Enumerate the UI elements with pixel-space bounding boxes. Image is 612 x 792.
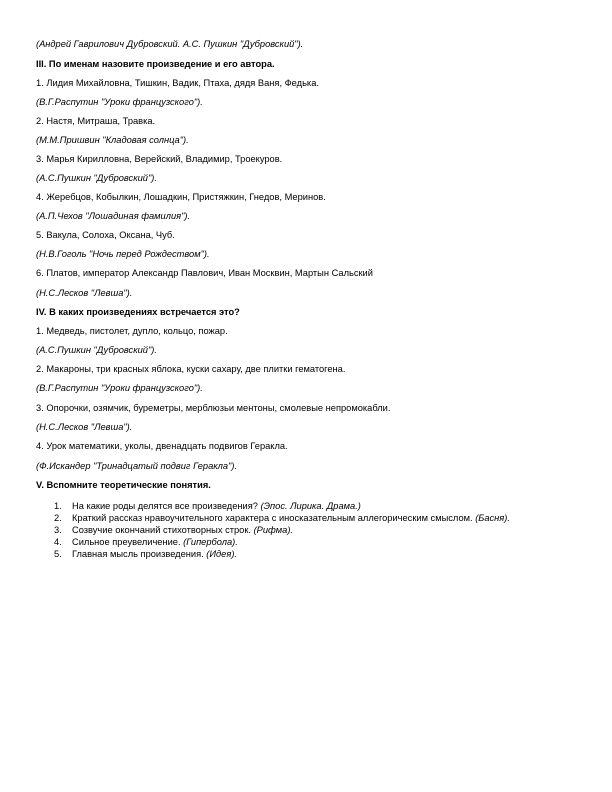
s5-item-answer: (Эпос. Лирика. Драма.) [260, 501, 361, 511]
s3-question-6: 6. Платов, император Александр Павлович, Иван Москвин, Мартын Сальский [36, 268, 373, 278]
s5-list-item [54, 525, 293, 536]
s3-answer-2: (М.М.Пришвин "Кладовая солнца"). [36, 135, 189, 145]
s5-item-number: 5. [54, 549, 62, 559]
s5-list-item [54, 549, 237, 560]
s5-item-answer: (Гипербола). [183, 537, 238, 547]
s4-question-3: 3. Опорочки, озямчик, буреметры, мерблюзьи ментоны, смолевые непромокабли. [36, 403, 391, 413]
s3-answer-5: (Н.В.Гоголь "Ночь перед Рождеством"). [36, 249, 210, 259]
section-3-heading: III. По именам назовите произведение и его автора. [36, 59, 275, 69]
s5-list-item [54, 513, 510, 524]
s3-question-2: 2. Настя, Митраша, Травка. [36, 116, 156, 126]
s5-item-question: Сильное преувеличение. [72, 537, 184, 547]
s3-answer-4: (А.П.Чехов "Лошадиная фамилия"). [36, 211, 191, 221]
s5-list-item [54, 537, 238, 548]
s3-question-1: 1. Лидия Михайловна, Тишкин, Вадик, Птаха, дядя Ваня, Федька. [36, 78, 319, 88]
s3-question-5: 5. Вакула, Солоха, Оксана, Чуб. [36, 230, 175, 240]
s3-answer-6: (Н.С.Лесков "Левша"). [36, 288, 133, 298]
s5-item-number: 3. [54, 525, 62, 535]
s4-question-1: 1. Медведь, пистолет, дупло, кольцо, пожар. [36, 326, 228, 336]
s5-item-number: 1. [54, 501, 62, 511]
s5-item-answer: (Идея). [206, 549, 237, 559]
s4-question-2: 2. Макароны, три красных яблока, куски сахару, две плитки гематогена. [36, 364, 346, 374]
s5-item-number: 4. [54, 537, 62, 547]
s5-item-number: 2. [54, 513, 62, 523]
s3-question-3: 3. Марья Кирилловна, Верейский, Владимир, Троекуров. [36, 154, 283, 164]
s5-item-question: Созвучие окончаний стихотворных строк. [72, 525, 254, 535]
s5-list-item [54, 501, 361, 512]
s4-answer-1: (А.С.Пушкин "Дубровский"). [36, 345, 157, 355]
s4-question-4: 4. Урок математики, уколы, двенадцать подвигов Геракла. [36, 441, 288, 451]
s5-item-question: Краткий рассказ нравоучительного характера с иносказательным аллегорическим смыслом. [72, 513, 476, 523]
s4-answer-3: (Н.С.Лесков "Левша"). [36, 422, 133, 432]
s5-item-question: На какие роды делятся все произведения? [72, 501, 261, 511]
s4-answer-4: (Ф.Искандер "Тринадцатый подвиг Геракла"). [36, 461, 238, 471]
s5-item-answer: (Басня). [475, 513, 510, 523]
s3-answer-1: (В.Г.Распутин "Уроки французского"). [36, 97, 203, 107]
section-5-heading: V. Вспомните теоретические понятия. [36, 480, 211, 490]
s3-question-4: 4. Жеребцов, Кобылкин, Лошадкин, Пристяжкин, Гнедов, Меринов. [36, 192, 326, 202]
s3-answer-3: (А.С.Пушкин "Дубровский"). [36, 173, 157, 183]
s5-item-answer: (Рифма). [253, 525, 294, 535]
section-4-heading: IV. В каких произведениях встречается это? [36, 307, 240, 317]
top-answer: (Андрей Гаврилович Дубровский. А.С. Пушкин "Дубровский"). [36, 39, 304, 49]
s4-answer-2: (В.Г.Распутин "Уроки французского"). [36, 383, 203, 393]
s5-item-question: Главная мысль произведения. [72, 549, 207, 559]
